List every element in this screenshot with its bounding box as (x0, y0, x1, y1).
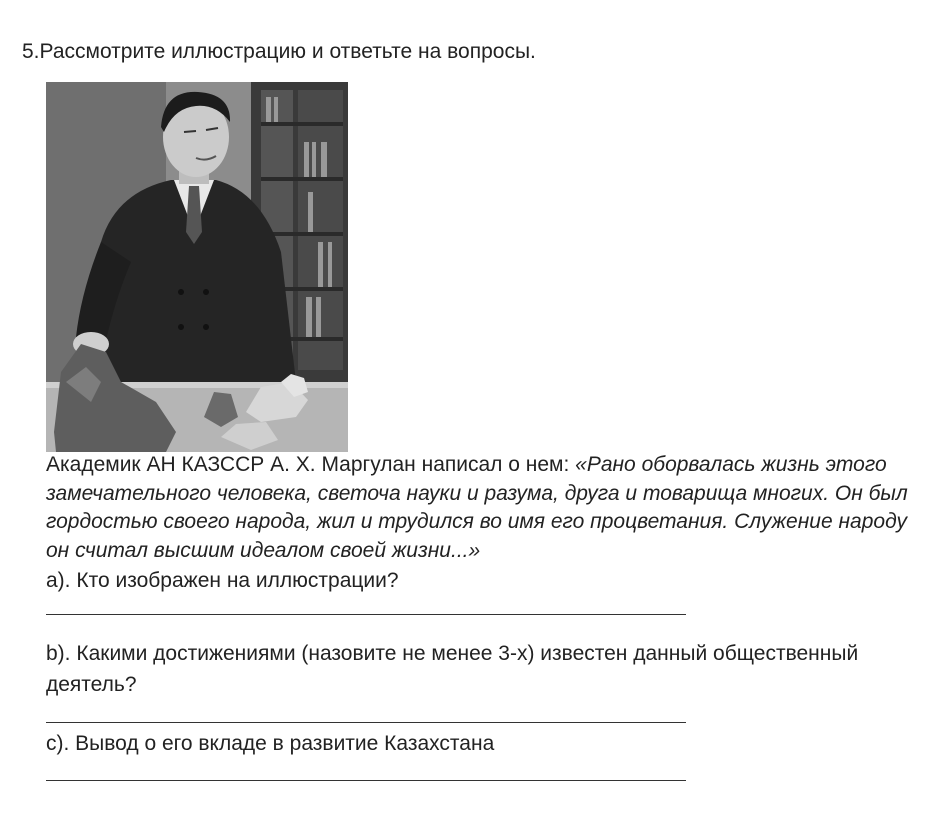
answer-line-a[interactable] (46, 614, 686, 615)
question-b: b). Какими достижениями (назовите не менее 3-х) известен данный общественный деятель? (46, 642, 859, 696)
portrait-photo (46, 82, 348, 452)
task-title: 5.Рассмотрите иллюстрацию и ответьте на вопросы. (22, 40, 536, 63)
question-a: а). Кто изображен на иллюстрации? (46, 569, 399, 592)
caption-quote: «Рано оборвалась жизнь этого замечательного человека, светоча науки и разума, друга и товарища многих. Он был гордостью своего народа, жил и трудился во имя его процветания. Служение народу он считал высшим идеалом своей жизни...» (46, 453, 908, 562)
answer-line-c[interactable] (46, 780, 686, 781)
caption-author: Академик АН КАЗССР А. Х. Маргулан написал о нем: (46, 453, 576, 476)
answer-line-b[interactable] (46, 722, 686, 723)
question-c: с). Вывод о его вкладе в развитие Казахстана (46, 732, 495, 755)
photo-caption (46, 451, 926, 565)
